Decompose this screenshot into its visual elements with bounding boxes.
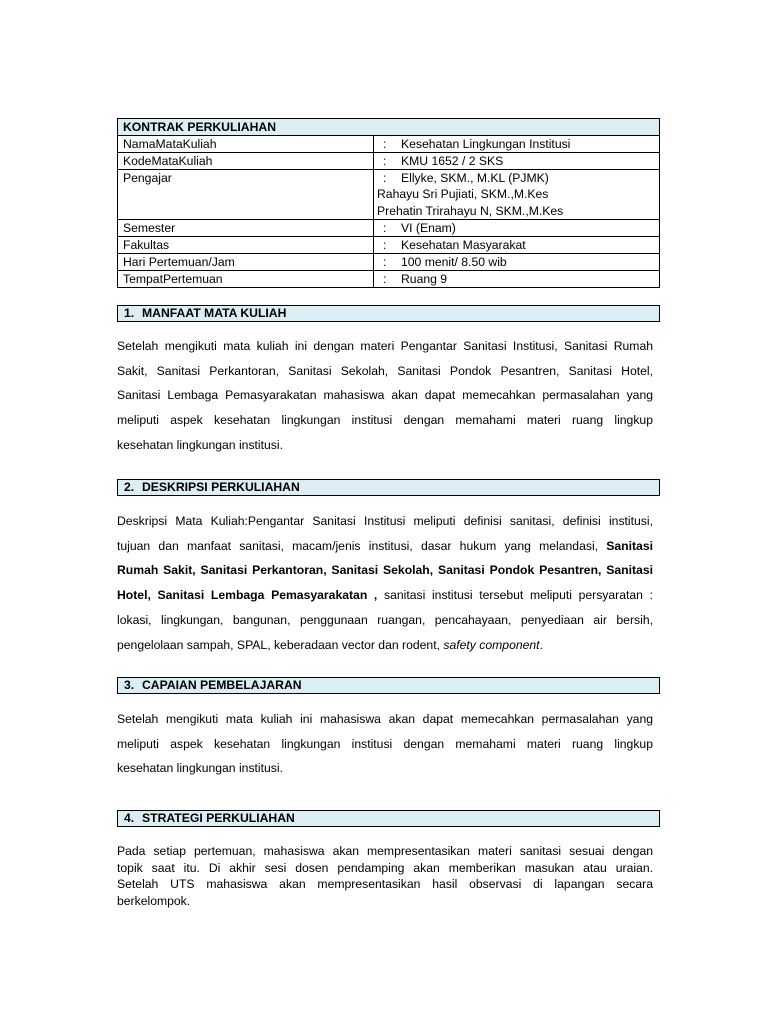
contract-label: NamaMataKuliah <box>118 136 374 152</box>
section-paragraph <box>117 843 653 910</box>
contract-value: Ellyke, SKM., M.KL (PJMK) <box>401 171 549 185</box>
contract-label: Hari Pertemuan/Jam <box>118 254 374 270</box>
contract-table-title: KONTRAK PERKULIAHAN <box>123 120 277 134</box>
section-heading <box>117 677 660 694</box>
bold-text-run: Sanitasi <box>606 538 653 553</box>
paragraph-line <box>117 534 653 559</box>
text-run: . <box>539 637 543 652</box>
italic-text-run: safety component <box>443 637 540 652</box>
text-run: pengelolaan sampah, SPAL, keberadaan vector dan rodent, <box>117 637 444 652</box>
lecturer-line: Prehatin Trirahayu N, SKM.,M.Kes <box>377 203 564 218</box>
contract-value-cell <box>374 237 659 253</box>
contract-table-header <box>118 119 659 135</box>
contract-value: 100 menit/ 8.50 wib <box>401 255 507 269</box>
separator-colon: : <box>383 272 387 286</box>
separator-colon: : <box>383 137 387 151</box>
section-number: 4. <box>124 811 135 825</box>
section-heading <box>117 479 660 496</box>
paragraph-line <box>117 583 653 608</box>
contract-value-cell <box>374 220 659 236</box>
contract-value-cell <box>374 271 659 287</box>
separator-colon: : <box>383 221 387 235</box>
contract-value-cell <box>374 170 659 219</box>
paragraph-line: Deskripsi Mata Kuliah:Pengantar Sanitasi Institusi meliputi definisi sanitasi, definisi institusi, <box>117 514 653 528</box>
contract-value: VI (Enam) <box>401 221 456 235</box>
contract-row-semester <box>118 219 659 236</box>
paragraph-line: Setelah mengikuti mata kuliah ini mahasiswa akan dapat memecahkan permasalahan yang <box>117 712 653 726</box>
contract-label: KodeMataKuliah <box>118 153 374 169</box>
contract-row-meeting-place <box>118 270 659 287</box>
contract-row-faculty <box>118 236 659 253</box>
section-heading <box>117 810 660 827</box>
paragraph-line: Sakit, Sanitasi Perkantoran, Sanitasi Sekolah, Sanitasi Pondok Pesantren, Sanitasi Hotel, <box>117 363 653 378</box>
contract-label: Pengajar <box>118 170 374 219</box>
separator-colon: : <box>383 238 387 252</box>
paragraph-line: meliputi aspek kesehatan lingkungan institusi dengan memahami materi ruang lingkup <box>117 736 653 751</box>
contract-row-lecturers <box>118 169 659 219</box>
section-number: 3. <box>124 678 135 692</box>
section-number: 1. <box>124 306 135 320</box>
section-title: MANFAAT MATA KULIAH <box>142 306 287 320</box>
paragraph-line: kesehatan lingkungan institusi. <box>117 437 283 452</box>
text-run: sanitasi institusi tersebut meliputi persyaratan : <box>377 588 653 603</box>
contract-label: Fakultas <box>118 237 374 253</box>
bold-text-run: Hotel, Sanitasi Lembaga Pemasyarakatan , <box>117 588 378 603</box>
section-number: 2. <box>124 480 135 494</box>
contract-row-course-code <box>118 152 659 169</box>
contract-row-meeting-time <box>118 253 659 270</box>
section-heading <box>117 305 660 322</box>
contract-value: KMU 1652 / 2 SKS <box>401 154 504 168</box>
section-title: DESKRIPSI PERKULIAHAN <box>142 480 300 494</box>
contract-value-cell <box>374 254 659 270</box>
paragraph-line: topik saat itu. Di akhir sesi dosen pendamping akan memberikan masukan atau uraian. <box>117 860 653 875</box>
section-paragraph <box>117 707 653 781</box>
paragraph-line: lokasi, lingkungan, bangunan, penggunaan ruangan, pencahayaan, penyediaan air bersih, <box>117 612 653 627</box>
lecturer-line <box>377 170 659 186</box>
contract-label: Semester <box>118 220 374 236</box>
contract-value: Ruang 9 <box>401 272 448 286</box>
contract-value: Kesehatan Lingkungan Institusi <box>401 137 571 151</box>
section-title: CAPAIAN PEMBELAJARAN <box>142 678 302 692</box>
section-paragraph <box>117 509 653 657</box>
contract-table <box>117 118 660 288</box>
contract-row-course-name <box>118 135 659 152</box>
paragraph-line: Rumah Sakit, Sanitasi Perkantoran, Sanitasi Sekolah, Sanitasi Pondok Pesantren, Sanitasi <box>117 563 653 578</box>
paragraph-line: berkelompok. <box>117 894 191 909</box>
section-paragraph <box>117 334 653 458</box>
contract-value: Kesehatan Masyarakat <box>401 238 526 252</box>
contract-label: TempatPertemuan <box>118 271 374 287</box>
paragraph-line <box>117 633 653 658</box>
section-title: STRATEGI PERKULIAHAN <box>142 811 295 825</box>
separator-colon: : <box>383 255 387 269</box>
paragraph-line: Pada setiap pertemuan, mahasiswa akan mempresentasikan materi sanitasi sesuai dengan <box>117 844 653 858</box>
paragraph-line: Setelah mengikuti mata kuliah ini dengan materi Pengantar Sanitasi Institusi, Sanitasi Rumah <box>117 339 653 353</box>
paragraph-line: meliputi aspek kesehatan lingkungan institusi dengan memahami materi ruang lingkup <box>117 413 653 428</box>
separator-colon: : <box>383 154 387 168</box>
text-run: tujuan dan manfaat sanitasi, macam/jenis institusi, dasar hukum yang melandasi, <box>117 538 607 553</box>
paragraph-line: Setelah UTS mahasiswa akan mempresentasikan hasil observasi di lapangan secara <box>117 877 653 892</box>
contract-value-cell <box>374 136 659 152</box>
paragraph-line: Sanitasi Lembaga Pemasyarakatan mahasiswa akan dapat memecahkan permasalahan yang <box>117 388 653 403</box>
separator-colon: : <box>383 171 387 185</box>
paragraph-line: kesehatan lingkungan institusi. <box>117 761 283 776</box>
contract-value-cell <box>374 153 659 169</box>
lecturer-line: Rahayu Sri Pujiati, SKM.,M.Kes <box>377 187 549 202</box>
